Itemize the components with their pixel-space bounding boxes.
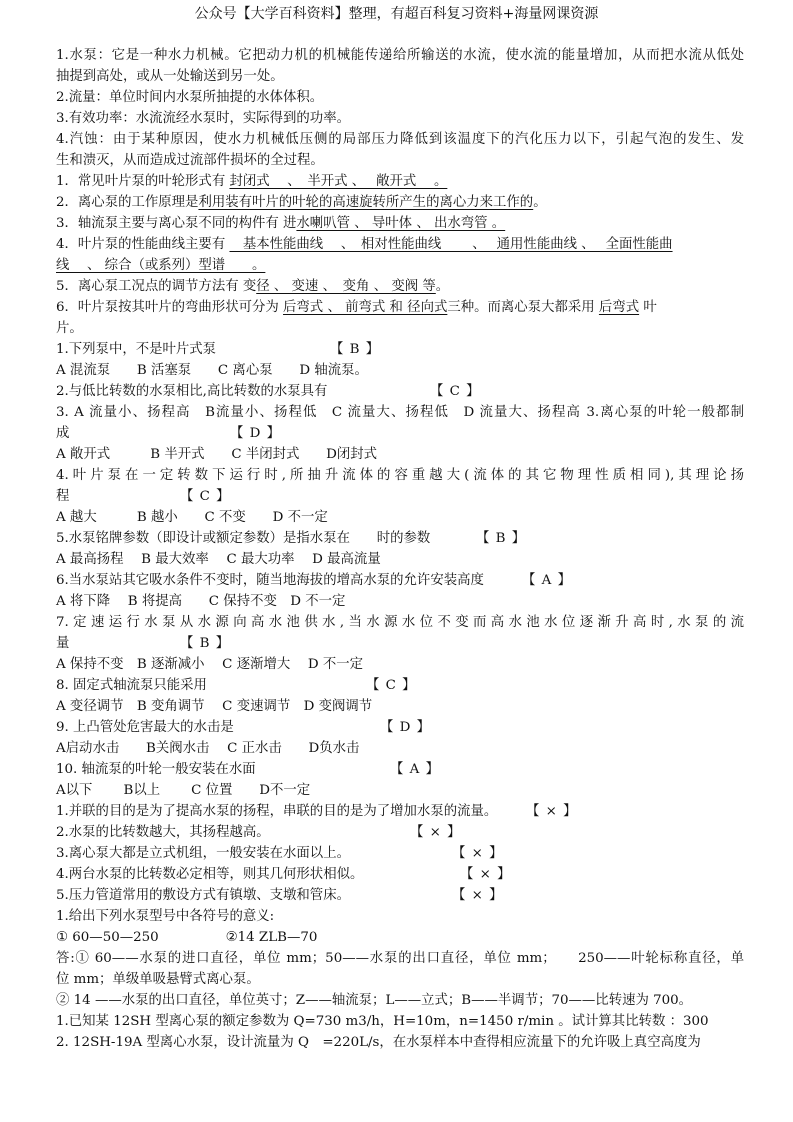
- mc-9-options: A启动水击 B关阀水击 C 正水击 D负水击: [56, 741, 360, 756]
- page-header: 公众号【大学百科资料】整理，有超百科复习资料+海量网课资源: [194, 6, 599, 22]
- tf-4-statement: 4.两台水泵的比转数必定相等，则其几何形状相似。: [56, 867, 364, 882]
- fill-blank-6-suffix-2: 叶: [639, 300, 657, 315]
- tf-1: [56, 802, 578, 822]
- tf-5: [56, 886, 504, 906]
- fill-blank-1-prefix: 1．常见叶片泵的叶轮形式有: [56, 174, 230, 189]
- short-answer-line-3: ② 14 ——水泵的出口直径，单位英寸；Z——轴流泵；L——立式；B——半调节；70——比转速为 700。: [56, 993, 693, 1008]
- fill-blank-6-line-1: [56, 298, 657, 318]
- tf-3: [56, 844, 504, 864]
- mc-9-question-text: 9. 上凸管处危害最大的水击是: [56, 720, 234, 735]
- mc-7-answer: 【 B 】: [180, 636, 231, 651]
- mc-3-options: A 敞开式 B 半开式 C 半闭封式 D闭封式: [56, 447, 378, 462]
- short-answer-line-1: 答:① 60——水泵的进口直径，单位 mm；50——水泵的出口直径，单位 mm； 250——叶轮标称直径，单: [56, 951, 744, 966]
- mc-2-question: [56, 382, 481, 402]
- fill-blank-5-answer: 径 、 变速 、 变角 、 变阀 等: [256, 279, 436, 294]
- mc-2-answer: 【 C 】: [430, 384, 481, 399]
- mc-7-question-text-cont: 量: [56, 636, 70, 651]
- mc-5-answer: 【 B 】: [476, 531, 527, 546]
- mc-6-answer: 【 A 】: [522, 573, 572, 588]
- mc-3-question: [56, 424, 282, 444]
- fill-blank-2-answer: 利用装有叶片的叶轮的高速旋转所产生的离心力来工作的: [198, 195, 534, 210]
- tf-4: [56, 865, 512, 885]
- mc-5-question: [56, 529, 527, 549]
- calculation-1: 1.已知某 12SH 型离心泵的额定参数为 Q=730 m3/h，H=10m，n=1450 r/min 。试计算其比转数 ：300: [56, 1014, 709, 1029]
- mc-1-answer: 【 B 】: [330, 342, 381, 357]
- fill-blank-5-suffix: 。: [435, 279, 450, 294]
- mc-5-question-text: 5.水泵铭牌参数（即设计或额定参数）是指水泵在 时的参数: [56, 531, 431, 546]
- mc-10-answer: 【 A 】: [390, 762, 440, 777]
- definition-4-line-1: 4.汽蚀：由于某种原因，使水力机械低压侧的局部压力降低到该温度下的汽化压力以下，引起气泡的发生、发: [56, 132, 744, 147]
- mc-4-answer: 【 C 】: [180, 489, 231, 504]
- mc-8-question: [56, 676, 417, 696]
- mc-6-options: A 将下降 B 将提高 C 保持不变 D 不一定: [56, 594, 346, 609]
- tf-4-answer: 【 × 】: [460, 867, 512, 882]
- definition-3: 3.有效功率：水流流经水泵时，实际得到的功率。: [56, 111, 350, 126]
- mc-7-options: A 保持不变 B 逐渐减小 C 逐渐增大 D 不一定: [56, 657, 364, 672]
- mc-7-question: 7.定速运行水泵从水源向高水池供水,当水源水位不变而高水池水位逐渐升高时,水泵的流: [56, 615, 744, 630]
- mc-6-question: [56, 571, 572, 591]
- fill-blank-6-answer-2: 后弯式: [598, 300, 640, 315]
- mc-7-question-cont: [56, 634, 231, 654]
- short-answer-items: ① 60—50—250 ②14 ZLB—70: [56, 930, 318, 945]
- fill-blank-4-answer: 基本性能曲线 、 相对性能曲线 、 通用性能曲线 、 全面性能曲: [229, 237, 673, 252]
- fill-blank-2-suffix: 。: [533, 195, 547, 210]
- fill-blank-2-prefix: 2．离心泵的工作原理是: [56, 195, 199, 210]
- mc-4-question-text-cont: 程: [56, 489, 70, 504]
- fill-blank-6-answer: 后弯式 、 前弯式 和 径向式: [283, 300, 448, 315]
- tf-2-statement: 2.水泵的比转数越大，其扬程越高。: [56, 825, 270, 840]
- mc-8-question-text: 8. 固定式轴流泵只能采用: [56, 678, 207, 693]
- tf-3-answer: 【 × 】: [452, 846, 504, 861]
- fill-blank-6-prefix: 6．叶片泵按其叶片的弯曲形状可分为: [56, 300, 284, 315]
- fill-blank-5: [56, 277, 449, 297]
- fill-blank-4-line-1: [56, 235, 673, 255]
- mc-5-options: A 最高扬程 B 最大效率 C 最大功率 D 最高流量: [56, 552, 381, 567]
- fill-blank-3-prefix: 3．轴流泵主要与离心泵不同的构件有 进: [56, 216, 297, 231]
- mc-8-options: A 变径调节 B 变角调节 C 变速调节 D 变阀调节: [56, 699, 373, 714]
- fill-blank-4-answer-cont: 线 、 综合（或系列）型谱 。: [56, 258, 266, 273]
- mc-1-options: A 混流泵 B 活塞泵 C 离心泵 D 轴流泵。: [56, 363, 368, 378]
- mc-2-options: 3. A 流量小、扬程高 B流量小、扬程低 C 流量大、扬程低 D 流量大、扬程高 3.离心泵的叶轮一般都制: [56, 405, 744, 420]
- mc-3-answer: 【 D 】: [230, 426, 282, 441]
- mc-4-options: A 越大 B 越小 C 不变 D 不一定: [56, 510, 328, 525]
- mc-4-question: 4.叶片泵在一定转数下运行时,所抽升流体的容重越大(流体的其它物理性质相同),其理论扬: [56, 468, 744, 483]
- tf-1-statement: 1.并联的目的是为了提高水泵的扬程，串联的目的是为了增加水泵的流量。: [56, 804, 498, 819]
- mc-3-question-text: 成: [56, 426, 70, 441]
- mc-9-answer: 【 D 】: [380, 720, 432, 735]
- mc-9-question: [56, 718, 432, 738]
- mc-1-question: [56, 340, 381, 360]
- calculation-2: 2. 12SH-19A 型离心水泵，设计流量为 Q =220L/s，在水泵样本中查得相应流量下的允许吸上真空高度为: [56, 1035, 701, 1050]
- fill-blank-1: [56, 172, 447, 192]
- definition-1-line-2: 抽提到高处，或从一处输送到另一处。: [56, 69, 284, 84]
- short-answer-question: 1.给出下列水泵型号中各符号的意义:: [56, 909, 275, 924]
- tf-5-statement: 5.压力管道常用的敷设方式有镇墩、支墩和管床。: [56, 888, 350, 903]
- fill-blank-4-prefix: 4．叶片泵的性能曲线主要有: [56, 237, 230, 252]
- tf-2: [56, 823, 462, 843]
- mc-10-question-text: 10. 轴流泵的叶轮一般安装在水面: [56, 762, 256, 777]
- definition-4-line-2: 生和溃灭，从而造成过流部件损坏的全过程。: [56, 153, 324, 168]
- mc-4-question-cont: [56, 487, 231, 507]
- fill-blank-3: [56, 214, 505, 234]
- tf-3-statement: 3.离心泵大都是立式机组，一般安装在水面以上。: [56, 846, 350, 861]
- tf-1-answer: 【 × 】: [526, 804, 578, 819]
- short-answer-line-2: 位 mm；单级单吸悬臂式离心泵。: [56, 972, 260, 987]
- fill-blank-5-prefix: 5．离心泵工况点的调节方法有 变: [56, 279, 257, 294]
- fill-blank-2: [56, 193, 547, 213]
- mc-10-question: [56, 760, 440, 780]
- tf-2-answer: 【 × 】: [410, 825, 462, 840]
- fill-blank-6-suffix: 三种。而离心泵大都采用: [447, 300, 599, 315]
- fill-blank-4-line-2: [56, 256, 265, 276]
- definition-2: 2.流量：单位时间内水泵所抽提的水体体积。: [56, 90, 324, 105]
- mc-8-answer: 【 C 】: [366, 678, 417, 693]
- mc-1-question-text: 1.下列泵中，不是叶片式泵: [56, 342, 217, 357]
- tf-5-answer: 【 × 】: [452, 888, 504, 903]
- definition-1-line-1: 1.水泵：它是一种水力机械。它把动力机的机械能传递给所输送的水流，使水流的能量增加，从而把水流从低处: [56, 48, 744, 63]
- mc-6-question-text: 6.当水泵站其它吸水条件不变时，随当地海拔的增高水泵的允许安装高度: [56, 573, 484, 588]
- mc-2-question-text: 2.与低比转数的水泵相比,高比转数的水泵具有: [56, 384, 328, 399]
- fill-blank-3-answer: 水喇叭管 、 导叶体 、 出水弯管 。: [296, 216, 506, 231]
- fill-blank-6-line-2: 片。: [56, 321, 83, 336]
- mc-10-options: A以下 B以上 C 位置 D不一定: [56, 783, 311, 798]
- fill-blank-1-answer: 封闭式 、 半开式 、 敞开式 。: [229, 174, 448, 189]
